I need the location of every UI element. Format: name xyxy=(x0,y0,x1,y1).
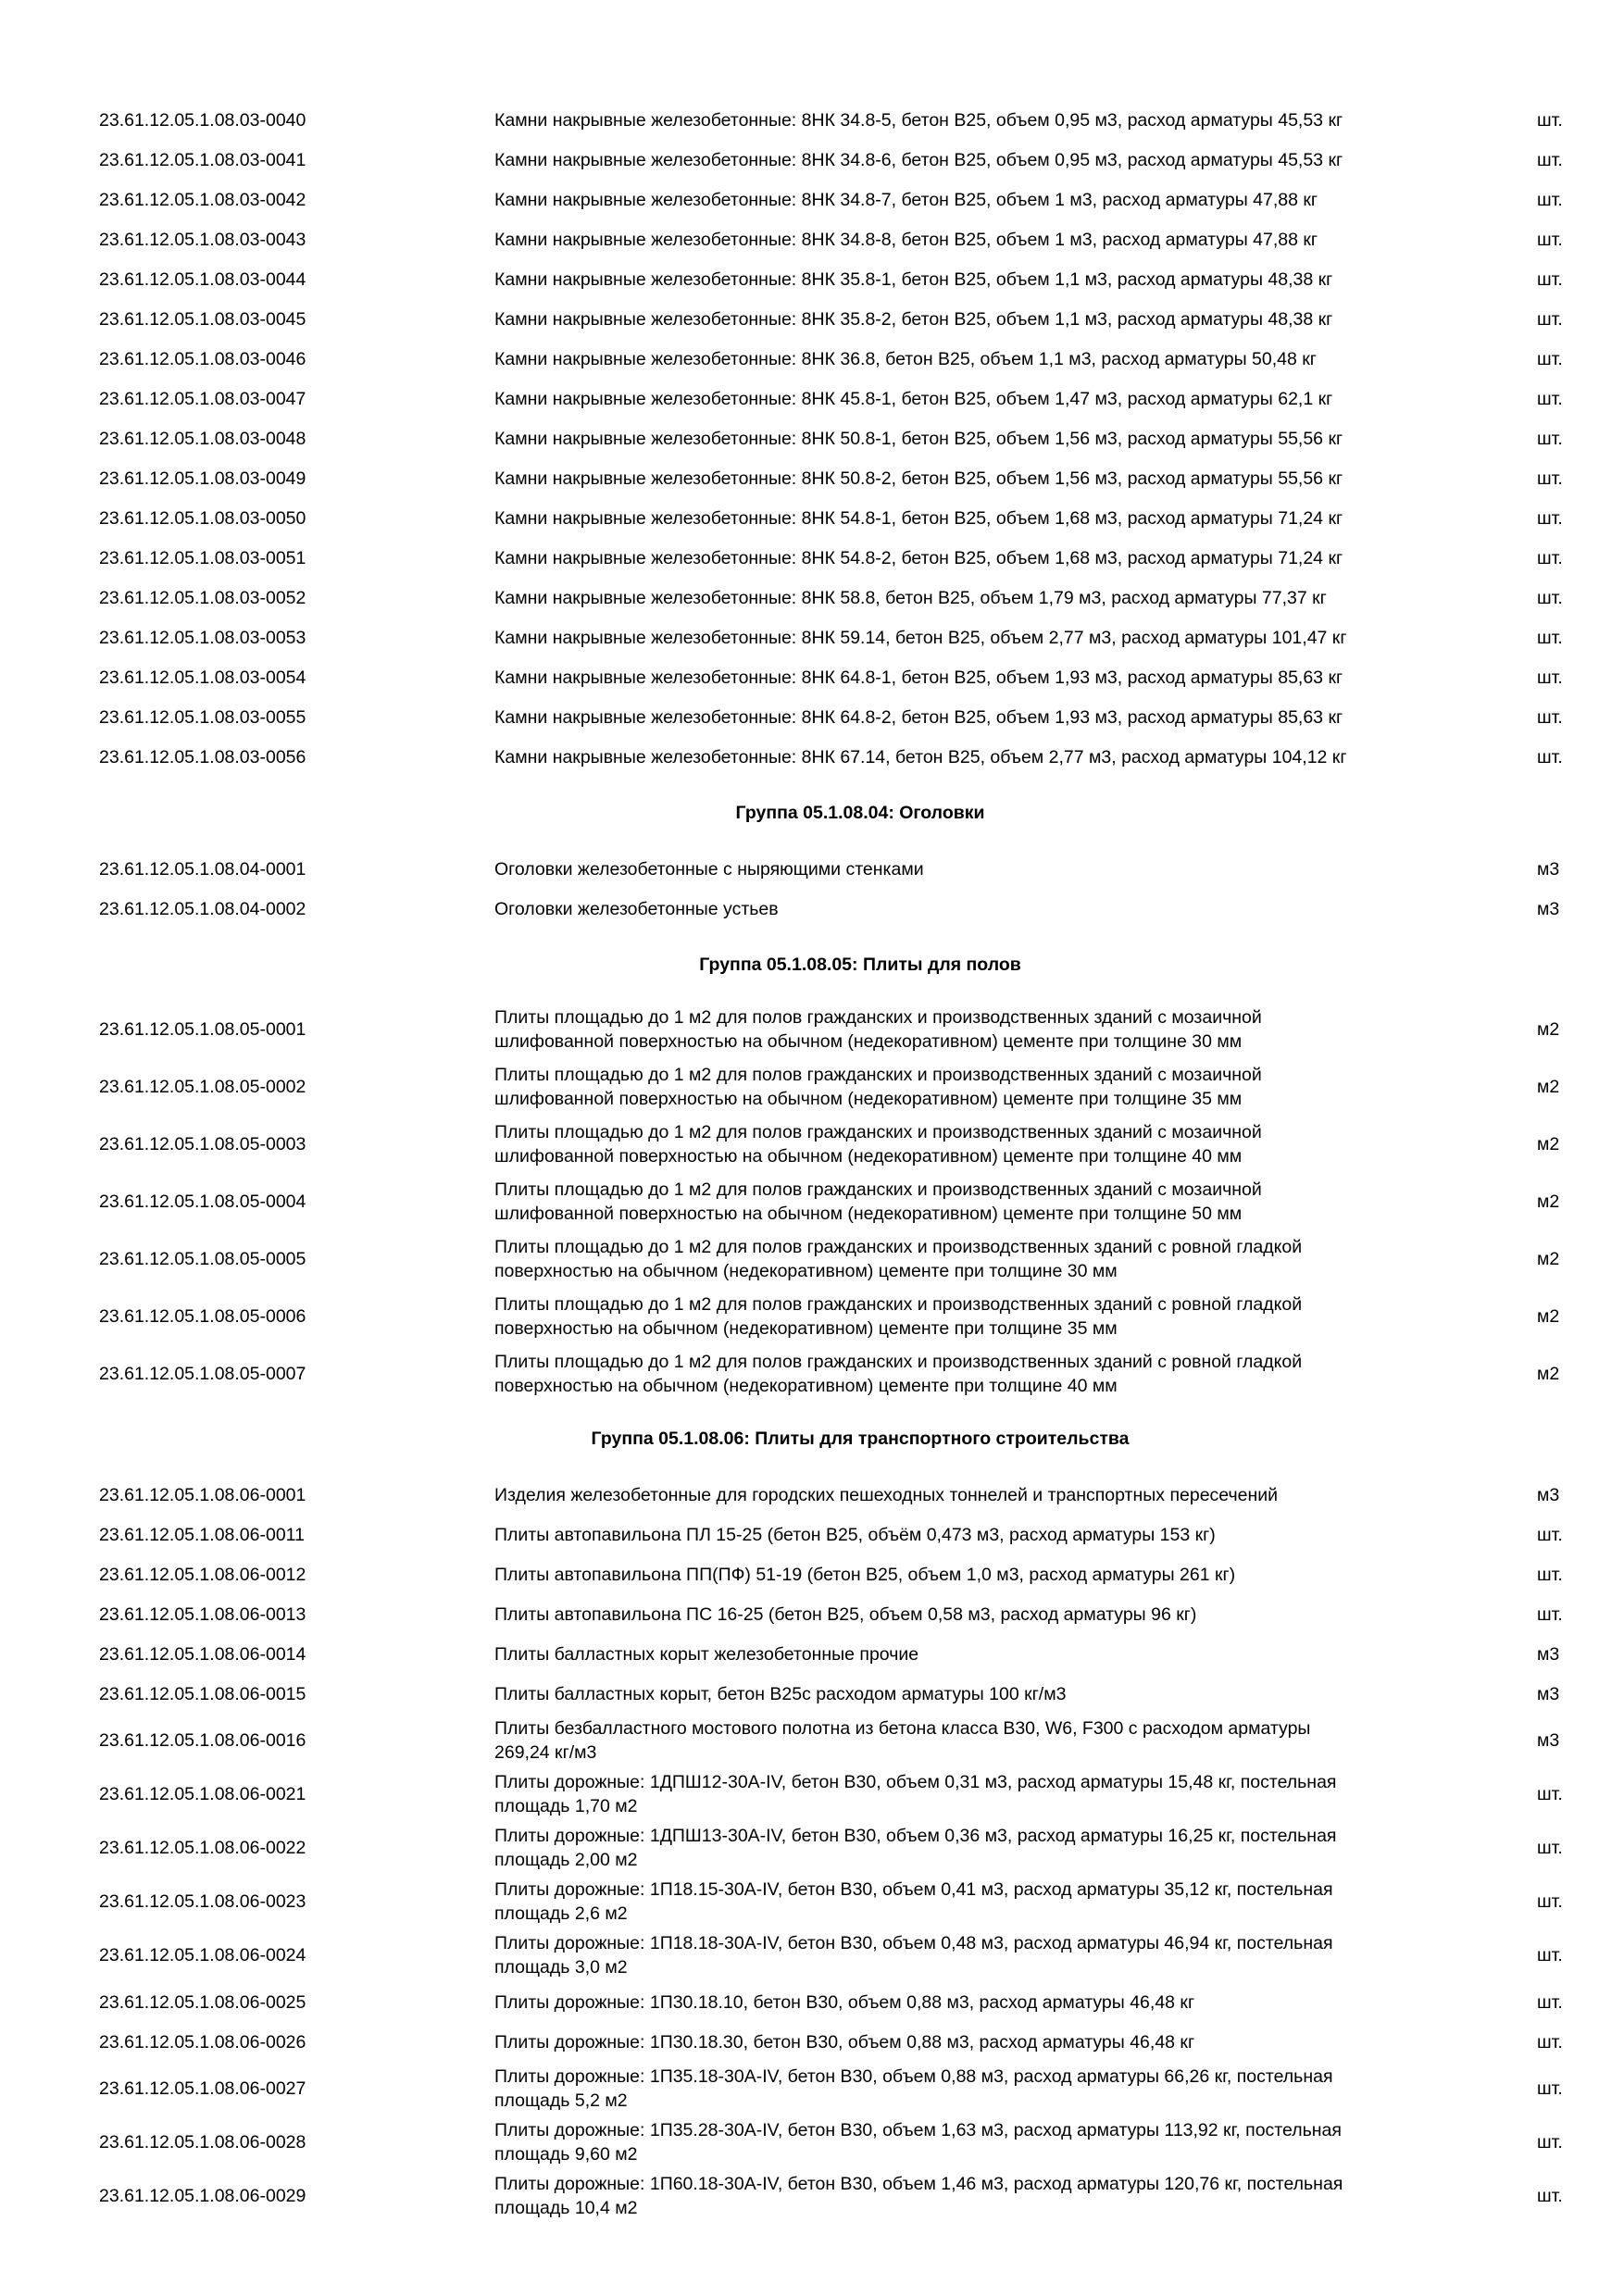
row-description: Камни накрывные железобетонные: 8НК 36.8, бетон В25, объем 1,1 м3, расход арматуры 50,48 кг xyxy=(494,348,1317,369)
table-row xyxy=(0,849,1624,889)
row-description: Плиты дорожные: 1П30.18.30, бетон В30, объем 0,88 м3, расход арматуры 46,48 кг xyxy=(494,2031,1195,2053)
table-row xyxy=(0,1058,1624,1116)
row-description: Плиты площадью до 1 м2 для полов гражданских и производственных зданий с ровной гладкой поверхностью на обычном (недекоративном) цементе при толщине 30 мм xyxy=(494,1237,1303,1281)
row-code: 23.61.12.05.1.08.06-0027 xyxy=(99,2078,306,2099)
row-unit: м2 xyxy=(1537,1192,1560,1212)
row-code: 23.61.12.05.1.08.06-0026 xyxy=(99,2031,306,2053)
table-row xyxy=(0,180,1624,219)
row-description: Плиты дорожные: 1П18.18-30А-IV, бетон В30, объем 0,48 м3, расход арматуры 46,94 кг, постельная площадь 3,0 м2 xyxy=(494,1933,1333,1978)
table-row xyxy=(0,219,1624,259)
row-description: Плиты автопавильона ПС 16-25 (бетон В25, объем 0,58 м3, расход арматуры 96 кг) xyxy=(494,1603,1197,1625)
row-description: Плиты безбалластного мостового полотна из бетона класса В30, W6, F300 с расходом арматуры 269,24 кг/м3 xyxy=(494,1718,1311,1763)
row-unit: шт. xyxy=(1537,746,1563,767)
row-unit: шт. xyxy=(1537,706,1563,728)
row-code: 23.61.12.05.1.08.06-0011 xyxy=(99,1524,305,1545)
row-code: 23.61.12.05.1.08.06-0001 xyxy=(99,1484,306,1505)
row-unit: шт. xyxy=(1537,189,1563,210)
row-unit: шт. xyxy=(1537,547,1563,568)
row-code: 23.61.12.05.1.08.06-0025 xyxy=(99,1991,306,2013)
table-row xyxy=(0,339,1624,379)
row-description: Камни накрывные железобетонные: 8НК 35.8-1, бетон В25, объем 1,1 м3, расход арматуры 48,38 кг xyxy=(494,268,1333,290)
row-code: 23.61.12.05.1.08.05-0004 xyxy=(99,1192,306,1212)
row-unit: шт. xyxy=(1537,2078,1563,2099)
row-description: Камни накрывные железобетонные: 8НК 35.8-2, бетон В25, объем 1,1 м3, расход арматуры 48,38 кг xyxy=(494,308,1333,330)
row-description: Изделия железобетонные для городских пешеходных тоннелей и транспортных пересечений xyxy=(494,1484,1279,1505)
row-description: Оголовки железобетонные с ныряющими стенками xyxy=(494,858,924,880)
table-row xyxy=(0,618,1624,657)
row-description: Плиты балластных корыт, бетон В25с расходом арматуры 100 кг/м3 xyxy=(494,1683,1067,1704)
row-code: 23.61.12.05.1.08.06-0028 xyxy=(99,2132,306,2152)
row-description: Плиты дорожные: 1П35.28-30А-IV, бетон В30, объем 1,63 м3, расход арматуры 113,92 кг, постельная площадь 9,60 м2 xyxy=(494,2120,1342,2165)
row-code: 23.61.12.05.1.08.06-0012 xyxy=(99,1564,306,1585)
row-code: 23.61.12.05.1.08.03-0050 xyxy=(99,507,306,529)
row-description: Оголовки железобетонные устьев xyxy=(494,898,779,919)
table-row xyxy=(0,418,1624,458)
row-unit: шт. xyxy=(1537,388,1563,409)
table-row xyxy=(0,2062,1624,2115)
group-heading-label: Группа 05.1.08.04: Оголовки xyxy=(735,802,985,823)
row-description: Плиты дорожные: 1ДПШ13-30А-IV, бетон В30, объем 0,36 м3, расход арматуры 16,25 кг, постельная площадь 2,00 м2 xyxy=(494,1826,1337,1870)
row-unit: шт. xyxy=(1537,2132,1563,2152)
row-code: 23.61.12.05.1.08.03-0046 xyxy=(99,348,306,369)
group-heading xyxy=(0,1403,1624,1475)
group-heading xyxy=(0,777,1624,849)
table-row xyxy=(0,379,1624,418)
group-heading-label: Группа 05.1.08.05: Плиты для полов xyxy=(699,954,1021,975)
row-code: 23.61.12.05.1.08.04-0001 xyxy=(99,858,306,880)
table-row xyxy=(0,538,1624,578)
row-unit: шт. xyxy=(1537,428,1563,449)
row-description: Плиты дорожные: 1П35.18-30А-IV, бетон В30, объем 0,88 м3, расход арматуры 66,26 кг, постельная площадь 5,2 м2 xyxy=(494,2066,1333,2111)
row-code: 23.61.12.05.1.08.03-0042 xyxy=(99,189,306,210)
table-row xyxy=(0,657,1624,697)
row-unit: м3 xyxy=(1537,898,1560,919)
table-row xyxy=(0,1230,1624,1288)
row-unit: м2 xyxy=(1537,1019,1560,1040)
row-code: 23.61.12.05.1.08.06-0022 xyxy=(99,1838,306,1858)
row-code: 23.61.12.05.1.08.06-0013 xyxy=(99,1603,306,1625)
row-code: 23.61.12.05.1.08.03-0053 xyxy=(99,627,306,648)
table-row xyxy=(0,1345,1624,1403)
row-code: 23.61.12.05.1.08.03-0047 xyxy=(99,388,306,409)
row-unit: шт. xyxy=(1537,1991,1563,2013)
table-row xyxy=(0,2115,1624,2169)
row-unit: м3 xyxy=(1537,1730,1560,1751)
table-row xyxy=(0,697,1624,737)
table-row xyxy=(0,1674,1624,1714)
row-unit: шт. xyxy=(1537,587,1563,608)
row-unit: шт. xyxy=(1537,149,1563,170)
row-description: Плиты площадью до 1 м2 для полов гражданских и производственных зданий с ровной гладкой поверхностью на обычном (недекоративном) цементе при толщине 35 мм xyxy=(494,1294,1303,1339)
row-unit: шт. xyxy=(1537,1603,1563,1625)
row-code: 23.61.12.05.1.08.06-0024 xyxy=(99,1945,306,1965)
row-code: 23.61.12.05.1.08.05-0007 xyxy=(99,1364,306,1384)
table-row xyxy=(0,299,1624,339)
row-unit: м3 xyxy=(1537,858,1560,880)
table-row xyxy=(0,100,1624,140)
row-code: 23.61.12.05.1.08.06-0023 xyxy=(99,1891,306,1912)
row-unit: м2 xyxy=(1537,1249,1560,1269)
row-code: 23.61.12.05.1.08.04-0002 xyxy=(99,898,306,919)
row-description: Плиты балластных корыт железобетонные прочие xyxy=(494,1643,919,1665)
row-code: 23.61.12.05.1.08.03-0041 xyxy=(99,149,306,170)
row-code: 23.61.12.05.1.08.03-0052 xyxy=(99,587,306,608)
row-description: Камни накрывные железобетонные: 8НК 58.8, бетон В25, объем 1,79 м3, расход арматуры 77,37 кг xyxy=(494,587,1327,608)
row-code: 23.61.12.05.1.08.03-0055 xyxy=(99,706,306,728)
row-unit: шт. xyxy=(1537,1838,1563,1858)
row-unit: шт. xyxy=(1537,1891,1563,1912)
row-code: 23.61.12.05.1.08.06-0016 xyxy=(99,1730,306,1751)
table-row xyxy=(0,498,1624,538)
row-unit: шт. xyxy=(1537,1524,1563,1545)
table-row xyxy=(0,737,1624,777)
table-row xyxy=(0,1515,1624,1554)
row-description: Камни накрывные железобетонные: 8НК 64.8-1, бетон В25, объем 1,93 м3, расход арматуры 85,63 кг xyxy=(494,667,1343,688)
row-code: 23.61.12.05.1.08.05-0001 xyxy=(99,1019,306,1040)
row-unit: шт. xyxy=(1537,2186,1563,2206)
table-row xyxy=(0,1173,1624,1230)
table-row xyxy=(0,140,1624,180)
table-row xyxy=(0,1475,1624,1515)
row-unit: шт. xyxy=(1537,348,1563,369)
row-description: Плиты дорожные: 1П30.18.10, бетон В30, объем 0,88 м3, расход арматуры 46,48 кг xyxy=(494,1991,1195,2013)
row-description: Камни накрывные железобетонные: 8НК 45.8-1, бетон В25, объем 1,47 м3, расход арматуры 62,1 кг xyxy=(494,388,1333,409)
row-description: Плиты дорожные: 1П18.15-30А-IV, бетон В30, объем 0,41 м3, расход арматуры 35,12 кг, постельная площадь 2,6 м2 xyxy=(494,1879,1333,1924)
row-description: Плиты площадью до 1 м2 для полов гражданских и производственных зданий с мозаичной шлифованной поверхностью на обычном (недекоративном) цементе при толщине 35 мм xyxy=(494,1065,1262,1109)
group-heading-label: Группа 05.1.08.06: Плиты для транспортного строительства xyxy=(591,1428,1130,1449)
row-description: Плиты площадью до 1 м2 для полов гражданских и производственных зданий с мозаичной шлифованной поверхностью на обычном (недекоративном) цементе при толщине 30 мм xyxy=(494,1007,1262,1052)
table-row xyxy=(0,458,1624,498)
row-unit: шт. xyxy=(1537,667,1563,688)
row-code: 23.61.12.05.1.08.05-0006 xyxy=(99,1306,306,1327)
row-unit: шт. xyxy=(1537,268,1563,290)
row-unit: м3 xyxy=(1537,1484,1560,1505)
row-code: 23.61.12.05.1.08.03-0043 xyxy=(99,229,306,250)
row-description: Камни накрывные железобетонные: 8НК 50.8-2, бетон В25, объем 1,56 м3, расход арматуры 55,56 кг xyxy=(494,468,1343,489)
row-description: Плиты площадью до 1 м2 для полов гражданских и производственных зданий с ровной гладкой поверхностью на обычном (недекоративном) цементе при толщине 40 мм xyxy=(494,1352,1303,1396)
row-description: Плиты автопавильона ПЛ 15-25 (бетон В25, объём 0,473 м3, расход арматуры 153 кг) xyxy=(494,1524,1216,1545)
row-code: 23.61.12.05.1.08.03-0056 xyxy=(99,746,306,767)
row-description: Камни накрывные железобетонные: 8НК 59.14, бетон В25, объем 2,77 м3, расход арматуры 101,47 кг xyxy=(494,627,1347,648)
row-description: Камни накрывные железобетонные: 8НК 34.8-7, бетон В25, объем 1 м3, расход арматуры 47,88 кг xyxy=(494,189,1318,210)
row-unit: шт. xyxy=(1537,1945,1563,1965)
row-code: 23.61.12.05.1.08.03-0044 xyxy=(99,268,306,290)
table-row xyxy=(0,1001,1624,1058)
group-heading xyxy=(0,929,1624,1001)
row-code: 23.61.12.05.1.08.03-0040 xyxy=(99,109,306,131)
row-unit: шт. xyxy=(1537,2031,1563,2053)
row-unit: шт. xyxy=(1537,229,1563,250)
row-unit: шт. xyxy=(1537,507,1563,529)
row-description: Плиты площадью до 1 м2 для полов гражданских и производственных зданий с мозаичной шлифованной поверхностью на обычном (недекоративном) цементе при толщине 50 мм xyxy=(494,1179,1262,1224)
row-description: Камни накрывные железобетонные: 8НК 50.8-1, бетон В25, объем 1,56 м3, расход арматуры 55,56 кг xyxy=(494,428,1343,449)
row-unit: шт. xyxy=(1537,308,1563,330)
table-row xyxy=(0,1982,1624,2022)
row-unit: шт. xyxy=(1537,109,1563,131)
row-unit: шт. xyxy=(1537,1784,1563,1804)
table-row xyxy=(0,1928,1624,1982)
row-description: Камни накрывные железобетонные: 8НК 54.8-2, бетон В25, объем 1,68 м3, расход арматуры 71,24 кг xyxy=(494,547,1343,568)
table-row xyxy=(0,1767,1624,1821)
row-unit: м2 xyxy=(1537,1077,1560,1097)
row-code: 23.61.12.05.1.08.05-0003 xyxy=(99,1134,306,1154)
row-unit: м2 xyxy=(1537,1364,1560,1384)
row-description: Камни накрывные железобетонные: 8НК 67.14, бетон В25, объем 2,77 м3, расход арматуры 104,12 кг xyxy=(494,746,1347,767)
row-description: Камни накрывные железобетонные: 8НК 54.8-1, бетон В25, объем 1,68 м3, расход арматуры 71,24 кг xyxy=(494,507,1343,529)
table-row xyxy=(0,1288,1624,1345)
row-description: Камни накрывные железобетонные: 8НК 34.8-8, бетон В25, объем 1 м3, расход арматуры 47,88 кг xyxy=(494,229,1318,250)
row-unit: шт. xyxy=(1537,627,1563,648)
row-unit: шт. xyxy=(1537,1564,1563,1585)
row-code: 23.61.12.05.1.08.06-0029 xyxy=(99,2186,306,2206)
row-description: Камни накрывные железобетонные: 8НК 34.8-6, бетон В25, объем 0,95 м3, расход арматуры 45,53 кг xyxy=(494,149,1343,170)
table-row xyxy=(0,1116,1624,1173)
row-description: Камни накрывные железобетонные: 8НК 64.8-2, бетон В25, объем 1,93 м3, расход арматуры 85,63 кг xyxy=(494,706,1343,728)
row-description: Плиты дорожные: 1П60.18-30А-IV, бетон В30, объем 1,46 м3, расход арматуры 120,76 кг, постельная площадь 10,4 м2 xyxy=(494,2174,1343,2218)
row-code: 23.61.12.05.1.08.03-0045 xyxy=(99,308,306,330)
row-code: 23.61.12.05.1.08.03-0048 xyxy=(99,428,306,449)
row-unit: м3 xyxy=(1537,1643,1560,1665)
table-row xyxy=(0,1875,1624,1928)
row-description: Плиты дорожные: 1ДПШ12-30А-IV, бетон В30, объем 0,31 м3, расход арматуры 15,48 кг, постельная площадь 1,70 м2 xyxy=(494,1772,1337,1816)
table-row xyxy=(0,578,1624,618)
row-code: 23.61.12.05.1.08.05-0002 xyxy=(99,1077,306,1097)
table-row xyxy=(0,259,1624,299)
row-code: 23.61.12.05.1.08.03-0051 xyxy=(99,547,306,568)
table-row xyxy=(0,1594,1624,1634)
table-row xyxy=(0,1554,1624,1594)
table-row xyxy=(0,889,1624,929)
table-row xyxy=(0,1821,1624,1875)
table-row xyxy=(0,2022,1624,2062)
row-code: 23.61.12.05.1.08.03-0054 xyxy=(99,667,306,688)
table-row xyxy=(0,1634,1624,1674)
row-description: Плиты автопавильона ПП(ПФ) 51-19 (бетон В25, объем 1,0 м3, расход арматуры 261 кг) xyxy=(494,1564,1236,1585)
row-unit: м2 xyxy=(1537,1134,1560,1154)
row-unit: м3 xyxy=(1537,1683,1560,1704)
row-code: 23.61.12.05.1.08.06-0021 xyxy=(99,1784,306,1804)
row-code: 23.61.12.05.1.08.05-0005 xyxy=(99,1249,306,1269)
row-unit: м2 xyxy=(1537,1306,1560,1327)
row-code: 23.61.12.05.1.08.06-0014 xyxy=(99,1643,306,1665)
row-code: 23.61.12.05.1.08.06-0015 xyxy=(99,1683,306,1704)
price-table xyxy=(0,100,1624,2223)
row-description: Камни накрывные железобетонные: 8НК 34.8-5, бетон В25, объем 0,95 м3, расход арматуры 45,53 кг xyxy=(494,109,1343,131)
row-code: 23.61.12.05.1.08.03-0049 xyxy=(99,468,306,489)
table-row xyxy=(0,2169,1624,2223)
table-row xyxy=(0,1714,1624,1767)
row-description: Плиты площадью до 1 м2 для полов гражданских и производственных зданий с мозаичной шлифованной поверхностью на обычном (недекоративном) цементе при толщине 40 мм xyxy=(494,1122,1262,1167)
row-unit: шт. xyxy=(1537,468,1563,489)
